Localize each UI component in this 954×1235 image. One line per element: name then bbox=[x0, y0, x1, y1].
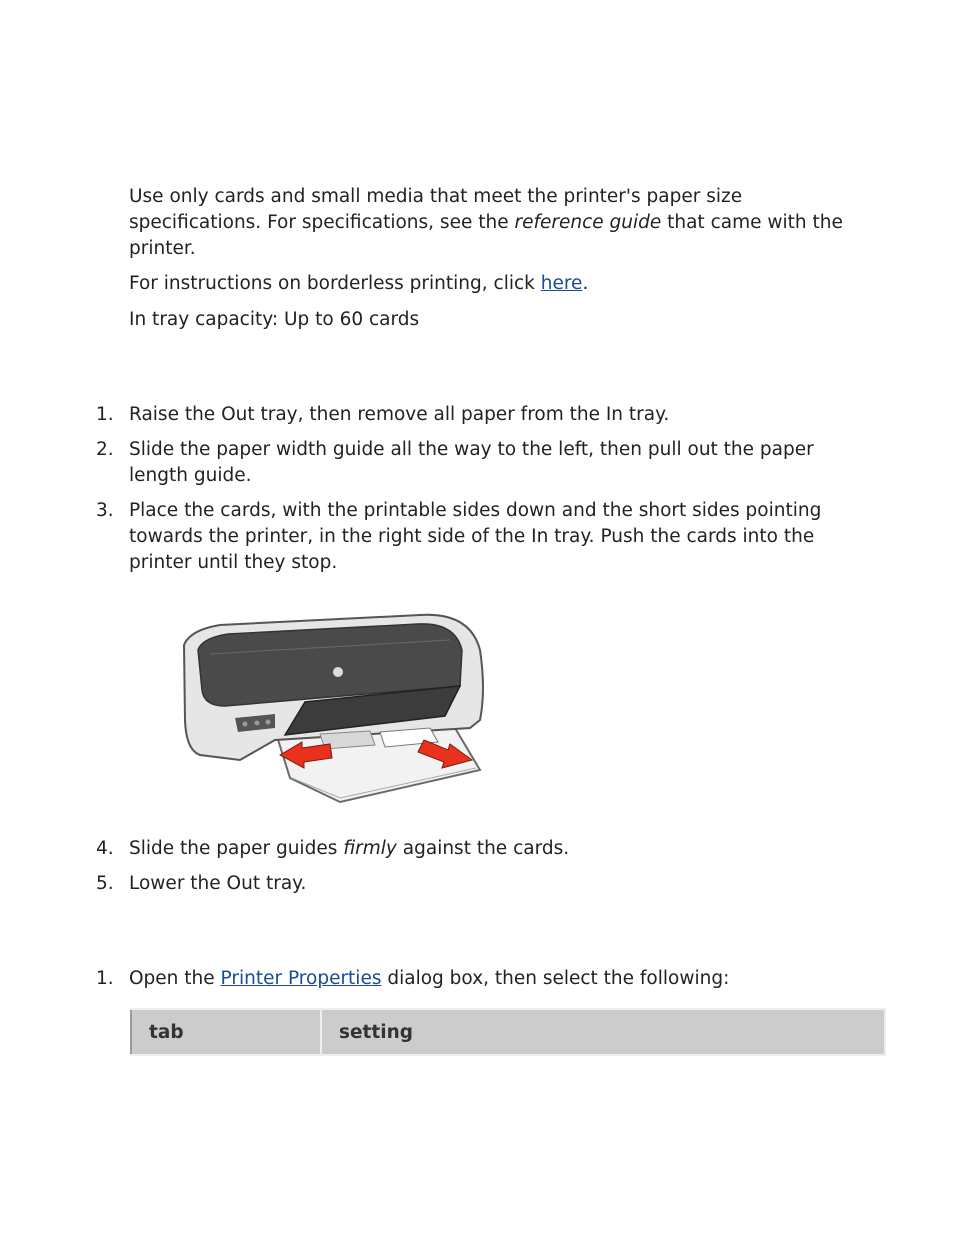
step-number: 3. bbox=[96, 500, 114, 521]
settings-table bbox=[130, 1008, 886, 1056]
printer-properties-link[interactable]: Printer Properties bbox=[220, 968, 382, 989]
step-number: 1. bbox=[96, 968, 114, 989]
step-text bbox=[129, 966, 859, 992]
step-number: 5. bbox=[96, 873, 114, 894]
step-text bbox=[129, 836, 859, 862]
step-text: Lower the Out tray. bbox=[129, 873, 307, 894]
reference-guide-text: reference guide bbox=[514, 212, 662, 233]
step-number: 1. bbox=[96, 404, 114, 425]
step-text: Place the cards, with the printable sides down and the short sides pointing towards the printer, in the right side of the In tray. Push the cards into the printer until they stop. bbox=[129, 500, 822, 573]
borderless-here-link[interactable]: here bbox=[540, 273, 583, 294]
printer-icon bbox=[180, 610, 490, 805]
step-number: 4. bbox=[96, 838, 114, 859]
firmly-text: firmly bbox=[343, 838, 397, 859]
print-step-text-end: dialog box, then select the following: bbox=[381, 968, 730, 989]
spec-paragraph bbox=[129, 184, 869, 262]
print-step-text: Open the bbox=[129, 968, 221, 989]
borderless-text: For instructions on borderless printing, click bbox=[129, 273, 541, 294]
table-header-row bbox=[131, 1009, 885, 1055]
step-number: 2. bbox=[96, 439, 114, 460]
borderless-paragraph bbox=[129, 271, 869, 297]
spec-text-end: that came with the printer. bbox=[129, 212, 843, 259]
spec-text: Use only cards and small media that meet the printer's paper size specifications. For specifications, see the bbox=[129, 186, 743, 233]
printer-illustration bbox=[180, 610, 490, 805]
borderless-text-end: . bbox=[582, 273, 589, 294]
step4-text-end: against the cards. bbox=[396, 838, 570, 859]
tray-capacity-text: In tray capacity: Up to 60 cards bbox=[129, 309, 420, 330]
tab-column-header: tab bbox=[131, 1009, 321, 1055]
step-text: Raise the Out tray, then remove all paper from the In tray. bbox=[129, 404, 670, 425]
setting-column-header: setting bbox=[321, 1009, 885, 1055]
step-text: Slide the paper width guide all the way to the left, then pull out the paper length guide. bbox=[129, 439, 814, 486]
step4-text: Slide the paper guides bbox=[129, 838, 344, 859]
